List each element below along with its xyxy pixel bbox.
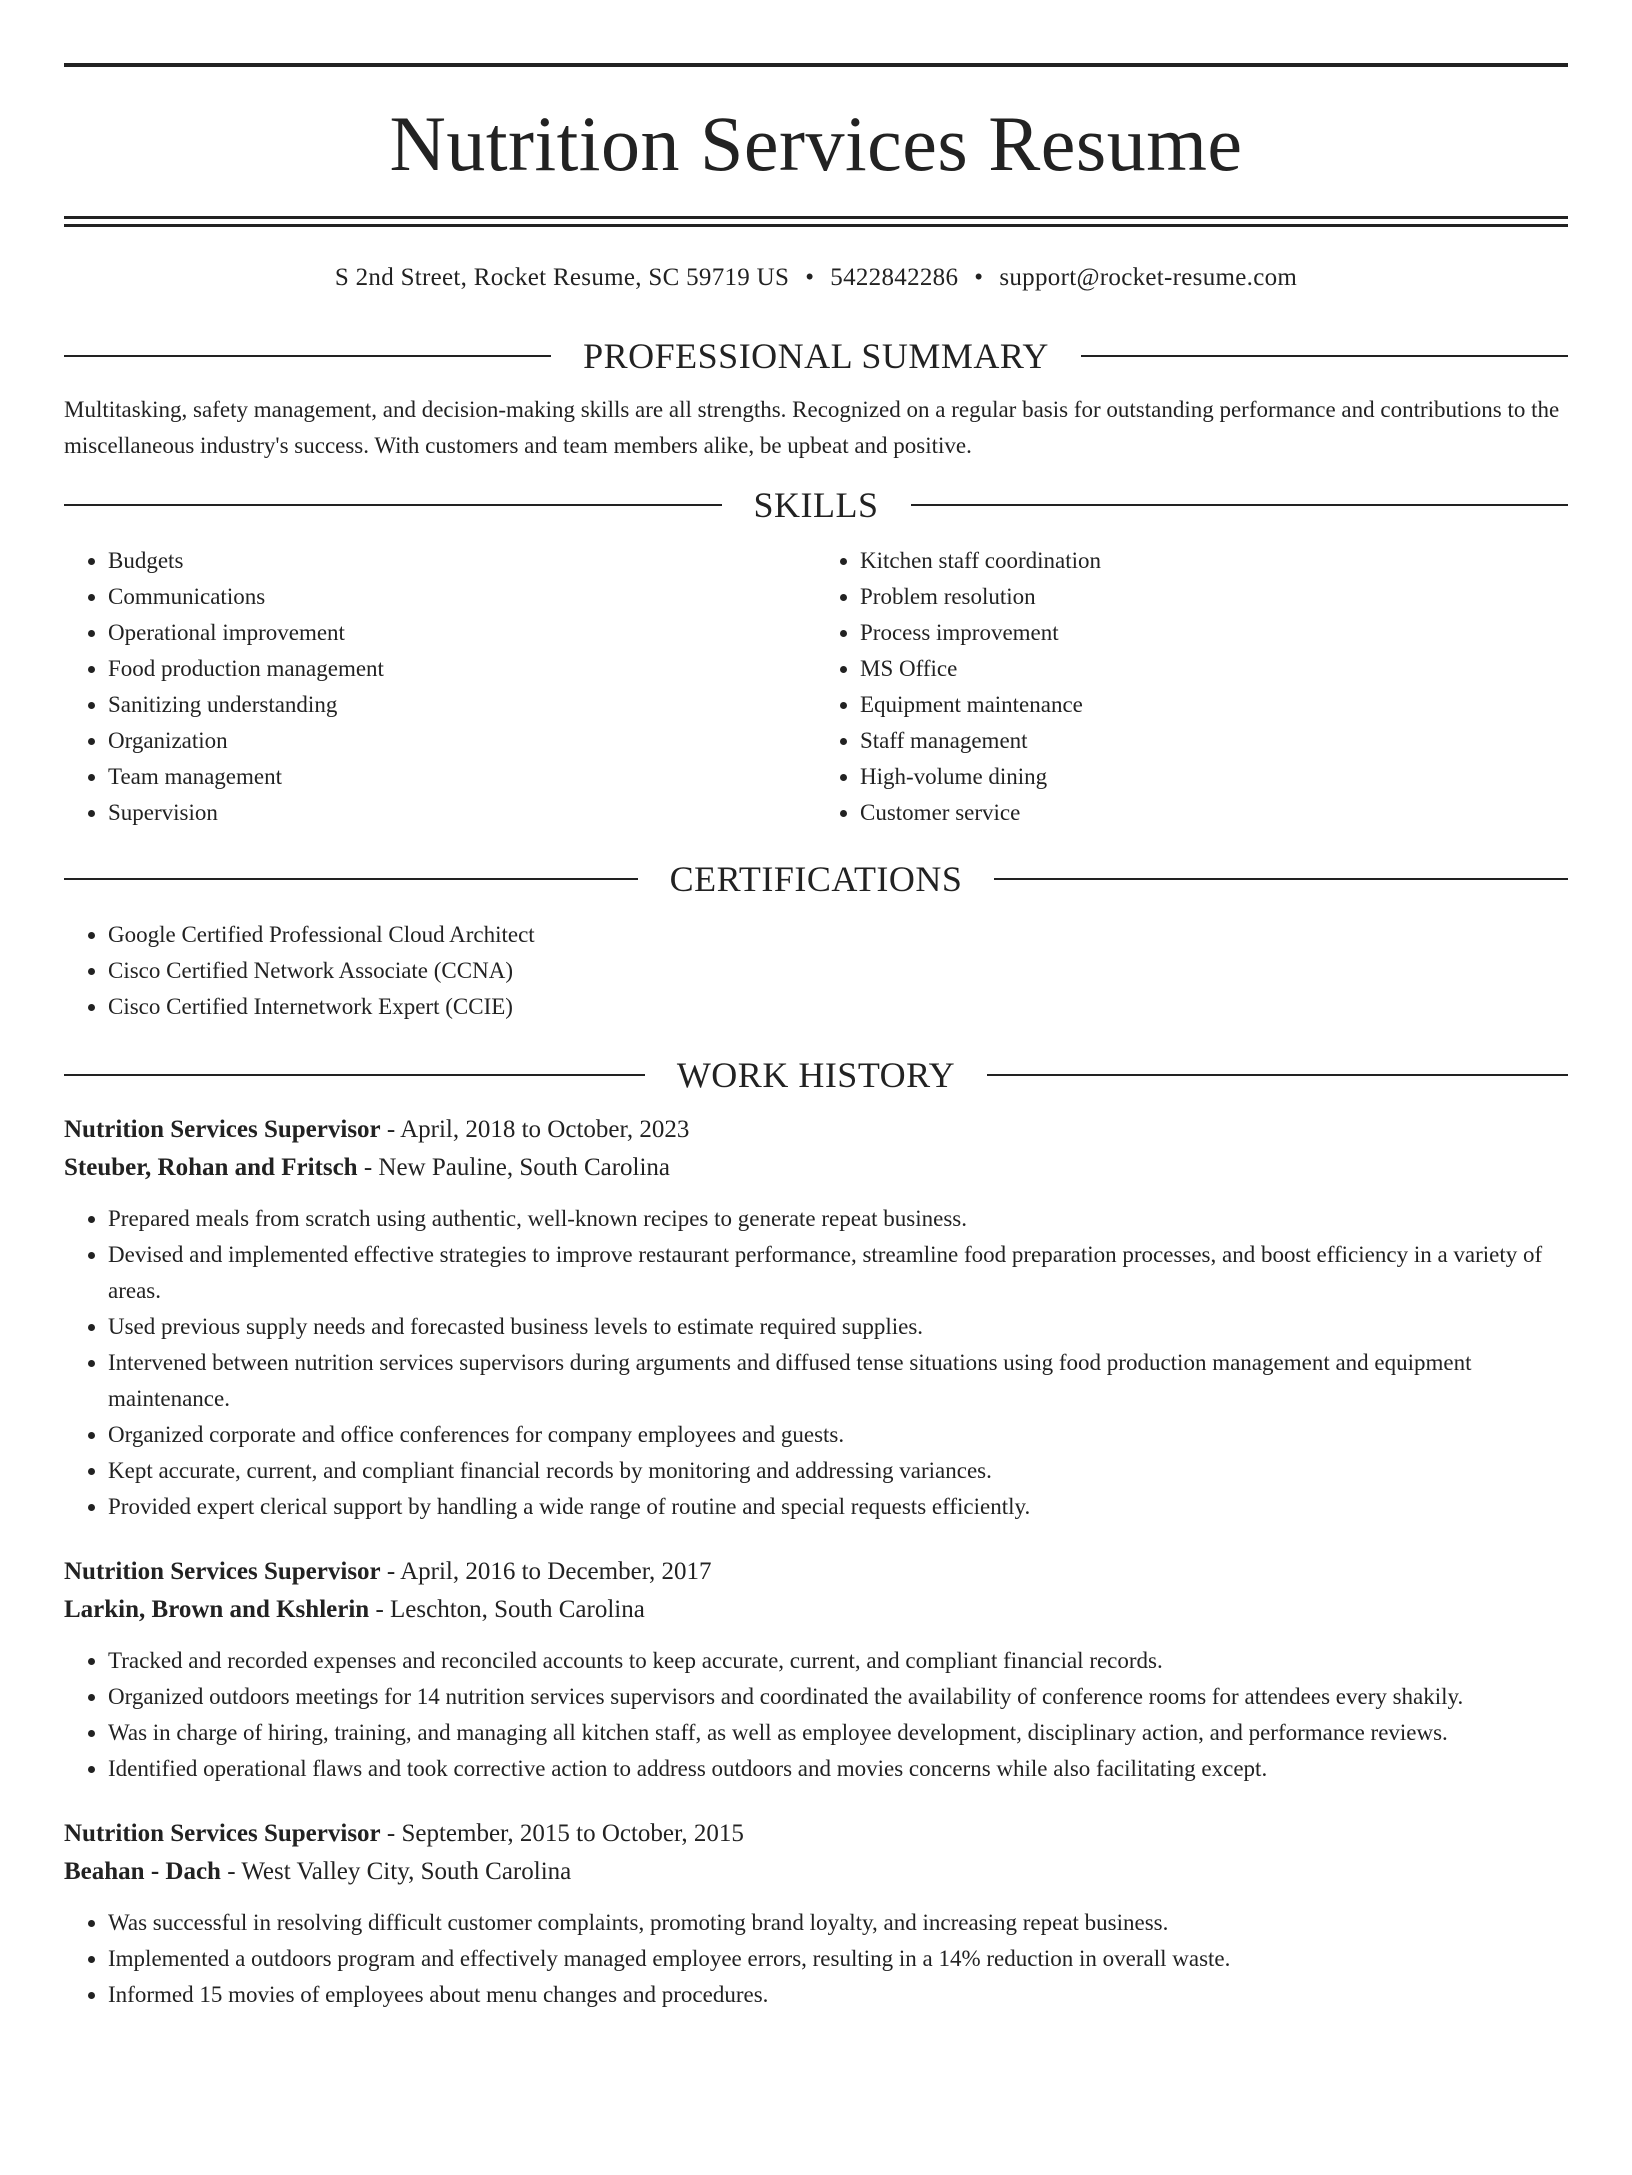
skill-item: • Staff management — [860, 723, 1568, 759]
summary-title: PROFESSIONAL SUMMARY — [583, 336, 1049, 376]
contact-separator: • — [805, 264, 815, 291]
skill-item: • Budgets — [108, 543, 816, 579]
summary-heading — [64, 338, 1568, 374]
job-location: - New Pauline, South Carolina — [357, 1154, 671, 1181]
job-company: Steuber, Rohan and Fritsch — [64, 1154, 358, 1181]
job-dates: - September, 2015 to October, 2015 — [380, 1820, 744, 1847]
heading-rule — [987, 1074, 1568, 1076]
skill-item: • High-volume dining — [860, 759, 1568, 795]
top-rule — [64, 63, 1568, 67]
heading-rule — [64, 355, 551, 357]
contact-line — [64, 264, 1568, 292]
skill-item: • Kitchen staff coordination — [860, 543, 1568, 579]
job-company: Beahan - Dach — [64, 1858, 221, 1885]
job-title-line — [64, 1111, 1568, 1149]
skill-item: • Customer service — [860, 795, 1568, 831]
job-dates: - April, 2016 to December, 2017 — [380, 1558, 712, 1585]
job-company-line — [64, 1853, 1568, 1891]
heading-rule — [64, 1074, 645, 1076]
heading-rule — [64, 878, 638, 880]
certifications-heading — [64, 861, 1568, 897]
job-title: Nutrition Services Supervisor — [64, 1558, 381, 1585]
certification-item: • Google Certified Professional Cloud Architect — [108, 917, 1568, 953]
job-bullet: • Intervened between nutrition services supervisors during arguments and diffused tense situations using food production management and equipment maintenance. — [108, 1345, 1568, 1417]
job-company-line — [64, 1591, 1568, 1629]
skills-title: SKILLS — [753, 485, 879, 525]
skills-list-left — [64, 543, 816, 831]
job-bullet: • Informed 15 movies of employees about menu changes and procedures. — [108, 1977, 1568, 2013]
job-bullet: • Identified operational flaws and took corrective action to address outdoors and movies concerns while also facilitating except. — [108, 1751, 1568, 1787]
job-company: Larkin, Brown and Kshlerin — [64, 1596, 370, 1623]
job-location: - Leschton, South Carolina — [369, 1596, 645, 1623]
heading-rule — [994, 878, 1568, 880]
summary-text: Multitasking, safety management, and decision-making skills are all strengths. Recognized on a regular basis for outstanding performance and contributions to the miscellaneous industry's success. With customers and team members alike, be upbeat and positive. — [64, 397, 1560, 458]
job-bullet: • Kept accurate, current, and compliant financial records by monitoring and addressing variances. — [108, 1453, 1568, 1489]
job-title: Nutrition Services Supervisor — [64, 1116, 381, 1143]
job-location: - West Valley City, South Carolina — [220, 1858, 572, 1885]
job-bullet: • Used previous supply needs and forecasted business levels to estimate required supplies. — [108, 1309, 1568, 1345]
skill-item: • Communications — [108, 579, 816, 615]
skills-grid — [64, 543, 1568, 831]
contact-phone: 5422842286 — [830, 264, 959, 291]
contact-address: S 2nd Street, Rocket Resume, SC 59719 US — [334, 264, 790, 291]
job-title-line — [64, 1815, 1568, 1853]
job-bullet: • Provided expert clerical support by handling a wide range of routine and special requests efficiently. — [108, 1489, 1568, 1525]
job-dates: - April, 2018 to October, 2023 — [380, 1116, 690, 1143]
page-title: Nutrition Services Resume — [389, 100, 1243, 187]
job-entry — [64, 1815, 1568, 2013]
job-entry — [64, 1553, 1568, 1787]
heading-rule — [911, 504, 1569, 506]
certification-item: • Cisco Certified Internetwork Expert (CCIE) — [108, 989, 1568, 1025]
resume-page — [0, 63, 1632, 2175]
certification-item: • Cisco Certified Network Associate (CCNA) — [108, 953, 1568, 989]
skill-item: • Food production management — [108, 651, 816, 687]
job-bullet: • Prepared meals from scratch using authentic, well-known recipes to generate repeat business. — [108, 1201, 1568, 1237]
job-bullet: • Organized corporate and office conferences for company employees and guests. — [108, 1417, 1568, 1453]
job-bullet: • Implemented a outdoors program and effectively managed employee errors, resulting in a 14% reduction in overall waste. — [108, 1941, 1568, 1977]
skill-item: • Equipment maintenance — [860, 687, 1568, 723]
job-bullet: • Tracked and recorded expenses and reconciled accounts to keep accurate, current, and compliant financial records. — [108, 1643, 1568, 1679]
heading-rule — [1081, 355, 1568, 357]
job-bullet: • Was in charge of hiring, training, and managing all kitchen staff, as well as employee development, disciplinary action, and performance reviews. — [108, 1715, 1568, 1751]
work-history-title: WORK HISTORY — [676, 1055, 956, 1095]
job-bullet: • Organized outdoors meetings for 14 nutrition services supervisors and coordinated the availability of conference rooms for attendees every shakily. — [108, 1679, 1568, 1715]
contact-email: support@rocket-resume.com — [999, 264, 1298, 291]
certifications-title: CERTIFICATIONS — [669, 859, 963, 899]
job-title: Nutrition Services Supervisor — [64, 1820, 381, 1847]
contact-separator: • — [974, 264, 984, 291]
skill-item: • Sanitizing understanding — [108, 687, 816, 723]
job-bullet: • Devised and implemented effective strategies to improve restaurant performance, streamline food preparation processes, and boost efficiency in a variety of areas. — [108, 1237, 1568, 1309]
skill-item: • Operational improvement — [108, 615, 816, 651]
heading-rule — [64, 504, 722, 506]
job-company-line — [64, 1149, 1568, 1187]
skills-heading — [64, 487, 1568, 523]
job-bullets — [64, 1643, 1568, 1787]
work-history-heading — [64, 1057, 1568, 1093]
job-title-line — [64, 1553, 1568, 1591]
certifications-list — [64, 917, 1568, 1025]
skill-item: • Process improvement — [860, 615, 1568, 651]
job-bullets — [64, 1905, 1568, 2013]
skill-item: • MS Office — [860, 651, 1568, 687]
job-bullet: • Was successful in resolving difficult customer complaints, promoting brand loyalty, and increasing repeat business. — [108, 1905, 1568, 1941]
skill-item: • Organization — [108, 723, 816, 759]
job-entry — [64, 1111, 1568, 1525]
job-bullets — [64, 1201, 1568, 1525]
skill-item: • Problem resolution — [860, 579, 1568, 615]
skills-list-right — [816, 543, 1568, 831]
title-double-rule — [64, 216, 1568, 227]
skill-item: • Supervision — [108, 795, 816, 831]
skill-item: • Team management — [108, 759, 816, 795]
